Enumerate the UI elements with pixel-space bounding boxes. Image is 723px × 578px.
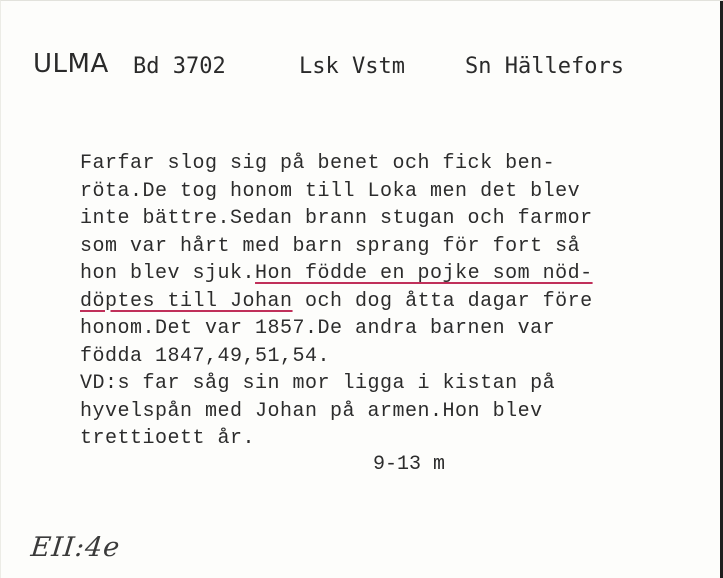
underlined-passage: döptes till Johan	[80, 289, 293, 313]
text-line	[80, 150, 680, 178]
text-line	[80, 233, 680, 261]
text-line	[80, 343, 680, 371]
record-text	[80, 150, 680, 453]
parish-label: Sn Hällefors	[465, 54, 624, 79]
line-text: röta.De tog honom till Loka men det blev	[80, 179, 581, 203]
card-header	[33, 45, 693, 85]
text-line	[80, 370, 680, 398]
line-text: som var hårt med barn sprang för fort så	[80, 234, 581, 258]
underlined-passage: Hon födde en pojke som nöd-	[255, 262, 593, 285]
line-text: honom.Det var 1857.De andra barnen var	[80, 317, 556, 340]
line-text: hon blev sjuk.	[80, 262, 256, 285]
text-line	[80, 205, 680, 233]
text-line	[80, 288, 680, 316]
volume-number: Bd 3702	[133, 54, 226, 79]
line-text: trettioett år.	[80, 427, 256, 450]
line-text: födda 1847,49,51,54.	[80, 344, 331, 368]
county-label: Lsk Vstm	[299, 54, 405, 79]
text-line	[80, 425, 680, 453]
text-line	[80, 178, 680, 206]
line-text: hyvelspån med Johan på armen.Hon blev	[80, 399, 543, 423]
line-text: och dog åtta dagar före	[292, 289, 593, 313]
text-line	[80, 398, 680, 426]
handwritten-classmark: EII:4e	[29, 532, 122, 563]
archive-name: ULMA	[33, 49, 109, 79]
text-line	[80, 315, 680, 343]
line-text: VD:s far såg sin mor ligga i kistan på	[80, 372, 556, 395]
text-line	[80, 260, 680, 288]
informant-age: 9-13 m	[373, 453, 446, 476]
line-text: inte bättre.Sedan brann stugan och farmor	[80, 207, 593, 230]
line-text: Farfar slog sig på benet och fick ben-	[80, 152, 556, 175]
